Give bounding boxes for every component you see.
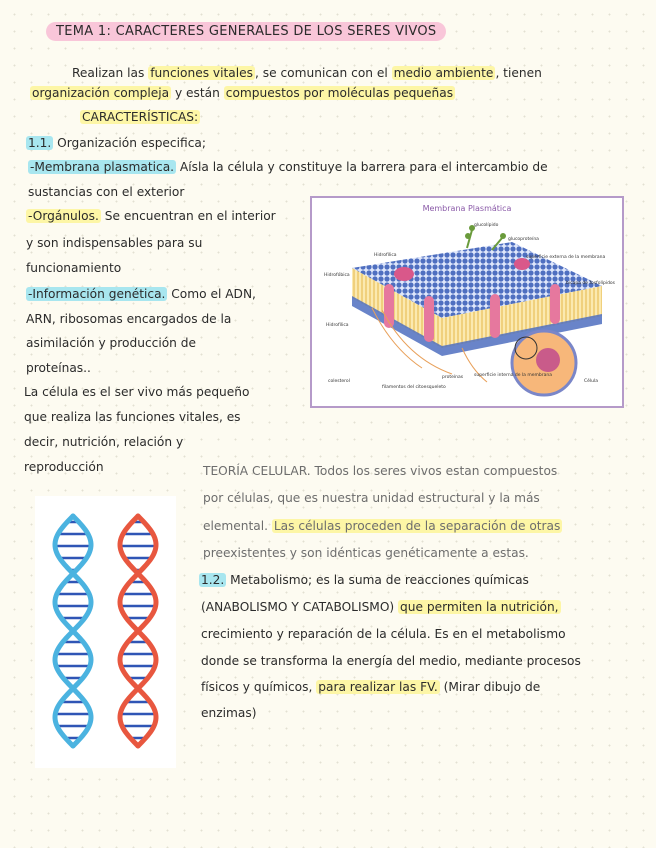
- metabolismo-line-3: crecimiento y reparación de la célula. Es en el metabolismo: [201, 627, 566, 641]
- dna-strand: [120, 516, 156, 746]
- svg-text:glucolípido: glucolípido: [474, 223, 499, 228]
- organulos-line-3: funcionamiento: [26, 261, 122, 275]
- teoria-line-1: TEORÍA CELULAR. Todos los seres vivos estan compuestos: [203, 464, 558, 478]
- metabolismo-line-1: 1.2. Metabolismo; es la suma de reacciones químicas: [201, 573, 529, 587]
- metabolismo-line-4: donde se transforma la energía del medio, mediante procesos: [201, 654, 581, 668]
- svg-text:superficie externa de la membr: superficie externa de la membrana: [526, 255, 606, 260]
- membrane-illustration: [312, 198, 622, 406]
- info-genetica-line-4: proteínas..: [26, 361, 91, 375]
- svg-text:glucoproteína: glucoproteína: [508, 237, 539, 242]
- dna-figure: [35, 496, 176, 768]
- organulos-line-1: -Orgánulos. Se encuentran en el interior: [28, 209, 276, 223]
- dna-strand: [55, 516, 91, 746]
- membrane-title: Membrana Plasmática: [422, 204, 512, 213]
- svg-text:Hidrofóbica: Hidrofóbica: [324, 273, 350, 278]
- celula-line-1: La célula es el ser vivo más pequeño: [24, 385, 250, 399]
- svg-text:filamentos del citoesqueleto: filamentos del citoesqueleto: [382, 385, 446, 390]
- membrane-figure: [310, 196, 624, 408]
- info-genetica-line-1: -Información genética. Como el ADN,: [28, 287, 256, 301]
- membrana-line-1: -Membrana plasmatica. Aísla la célula y constituye la barrera para el intercambio de: [30, 160, 548, 174]
- organizacion-heading: 1.1. Organización especifica;: [28, 136, 206, 150]
- metabolismo-line-2: (ANABOLISMO Y CATABOLISMO) que permiten la nutrición,: [201, 600, 559, 614]
- svg-text:Célula: Célula: [584, 379, 599, 384]
- protein-shape: [394, 267, 414, 281]
- membrana-line-2: sustancias con el exterior: [28, 185, 185, 199]
- organulos-line-2: y son indispensables para su: [26, 236, 203, 250]
- teoria-line-2: por células, que es nuestra unidad estructural y la más: [203, 491, 540, 505]
- dna-illustration: [35, 496, 176, 768]
- teoria-line-4: preexistentes y son idénticas genéticamente a estas.: [203, 546, 529, 560]
- teoria-line-3: elemental. Las células proceden de la separación de otras: [203, 519, 561, 533]
- svg-text:superficie interna de la membr: superficie interna de la membrana: [474, 373, 552, 378]
- svg-text:colesterol: colesterol: [328, 379, 350, 384]
- svg-text:proteínas: proteínas: [442, 375, 464, 380]
- metabolismo-line-6: enzimas): [201, 706, 257, 720]
- celula-line-4: reproducción: [24, 460, 104, 474]
- intro-line-2: organización compleja y están compuestos por moléculas pequeñas: [32, 86, 454, 100]
- page-title: TEMA 1: CARACTERES GENERALES DE LOS SERES VIVOS: [46, 25, 446, 39]
- celula-line-2: que realiza las funciones vitales, es: [24, 410, 241, 424]
- svg-text:Hidrofílica: Hidrofílica: [374, 253, 397, 258]
- info-genetica-line-2: ARN, ribosomas encargados de la: [26, 312, 232, 326]
- protein-shape: [550, 284, 560, 324]
- metabolismo-line-5: físicos y químicos, para realizar las FV. (Mirar dibujo de: [201, 680, 541, 694]
- intro-line-1: Realizan las funciones vitales , se comunican con el medio ambiente , tienen: [72, 66, 542, 80]
- protein-shape: [424, 296, 434, 342]
- protein-shape: [490, 294, 500, 338]
- svg-text:Hidrofílica: Hidrofílica: [326, 323, 349, 328]
- svg-text:bicapa de fosfolípidos: bicapa de fosfolípidos: [566, 281, 616, 286]
- info-genetica-line-3: asimilación y producción de: [26, 336, 197, 350]
- section-heading: CARACTERÍSTICAS:: [82, 110, 199, 124]
- celula-line-3: decir, nutrición, relación y: [24, 435, 184, 449]
